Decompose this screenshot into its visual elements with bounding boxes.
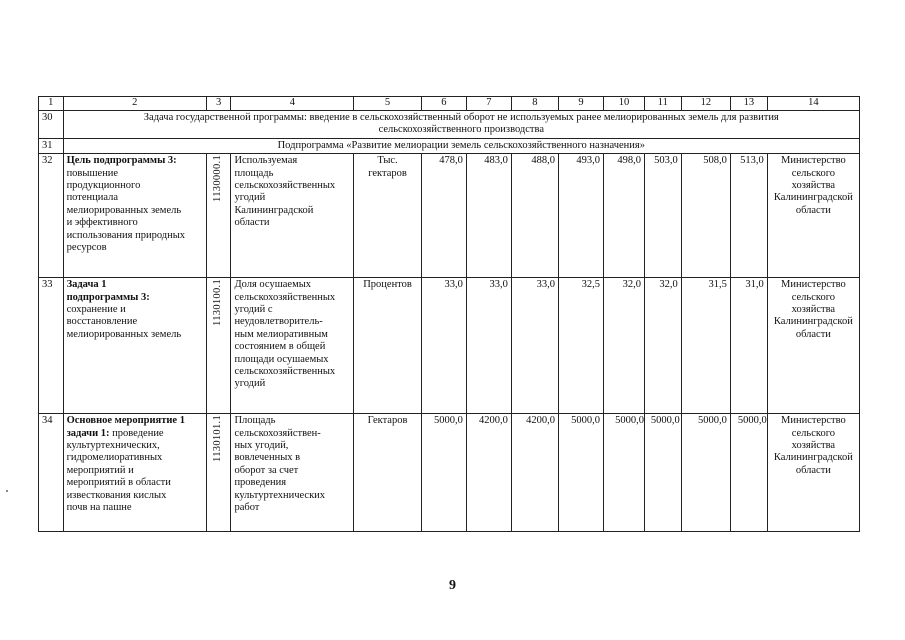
table-row-31 [39, 138, 860, 153]
text-line: Министерство [781, 155, 846, 167]
text-line: Гектаров [367, 415, 408, 427]
value-cell: 508,0 [681, 154, 730, 278]
row-number: 30 [39, 111, 64, 139]
text-line: проведение [109, 427, 164, 439]
indicator-name [231, 278, 354, 414]
row-number: 33 [39, 278, 64, 414]
column-number: 4 [231, 97, 354, 111]
text-line: культуртехнических [234, 489, 326, 501]
text-line: известкования кислых [66, 489, 167, 501]
text-line: площади осушаемых [234, 353, 329, 365]
text-line: проведения [234, 477, 287, 489]
text-line: области [795, 204, 831, 216]
text-line: Площадь [234, 415, 276, 427]
indicator-code-cell [206, 154, 231, 278]
scan-speck [6, 490, 8, 492]
indicator-code: 1130100.1 [212, 279, 224, 327]
text-line: Доля осушаемых [234, 279, 312, 291]
task-text-line: Задача государственной программы: введение в сельскохозяйственный оборот не используемых ранее мелиорированных земель для развития [143, 112, 779, 123]
column-number: 2 [63, 97, 206, 111]
text-line: вовлеченных в [234, 452, 301, 464]
text-line: хозяйства [791, 180, 836, 192]
text-line: области [795, 464, 831, 476]
text-line: сохранение и [66, 304, 126, 316]
value-cell: 5000,0 [558, 414, 603, 532]
text-line: потенциала [66, 192, 119, 204]
indicator-name [231, 414, 354, 532]
value-cell: 32,0 [604, 278, 645, 414]
text-line: восстановление [66, 316, 138, 328]
text-line: Калининградской [773, 452, 853, 464]
column-number: 8 [511, 97, 558, 111]
value-cell: 483,0 [466, 154, 511, 278]
indicator-code-cell [206, 278, 231, 414]
text-line: Тыс. [377, 155, 398, 167]
text-line: Используемая [234, 155, 298, 167]
text-line: сельского [791, 427, 835, 439]
task-text-line: сельскохозяйственного производства [378, 124, 544, 136]
column-number: 3 [206, 97, 231, 111]
unit [354, 278, 422, 414]
value-cell: 4200,0 [511, 414, 558, 532]
indicators-table [38, 96, 860, 532]
column-number: 5 [354, 97, 422, 111]
text-line: Калининградской [234, 204, 314, 216]
row-number: 32 [39, 154, 64, 278]
value-cell: 513,0 [730, 154, 767, 278]
text-line: и эффективного [66, 217, 138, 229]
text-line: работ [234, 502, 260, 514]
text-line: хозяйства [791, 304, 836, 316]
value-cell: 5000,0 [681, 414, 730, 532]
text-line: Процентов [363, 279, 412, 291]
page-number: 9 [449, 578, 456, 593]
column-number: 10 [604, 97, 645, 111]
value-cell: 31,5 [681, 278, 730, 414]
column-number: 9 [558, 97, 603, 111]
value-cell: 493,0 [558, 154, 603, 278]
value-cell: 5000,0 [604, 414, 645, 532]
task-heading: подпрограммы 3: [66, 291, 150, 303]
text-line: площадь [234, 167, 274, 179]
text-line: гектаров [368, 167, 407, 179]
text-line: Калининградской [773, 316, 853, 328]
text-line: почв на пашне [66, 502, 132, 514]
unit [354, 414, 422, 532]
subprogram-title: Подпрограмма «Развитие мелиорации земель сельскохозяйственного назначения» [63, 138, 859, 153]
value-cell: 31,0 [730, 278, 767, 414]
column-number: 14 [767, 97, 859, 111]
text-line: сельскохозяйственных [234, 291, 336, 303]
responsible-executor [767, 154, 859, 278]
column-number: 7 [466, 97, 511, 111]
value-cell: 498,0 [604, 154, 645, 278]
value-cell: 32,0 [644, 278, 681, 414]
text-line: повышение [66, 167, 119, 179]
text-line: продукционного [66, 180, 141, 192]
value-cell: 33,0 [421, 278, 466, 414]
table-row-34 [39, 414, 860, 532]
column-number: 11 [644, 97, 681, 111]
table-row-33 [39, 278, 860, 414]
row-number: 34 [39, 414, 64, 532]
value-cell: 4200,0 [466, 414, 511, 532]
indicator-code: 1130101.1 [212, 415, 224, 463]
value-cell: 5000,0 [421, 414, 466, 532]
text-line: угодий [234, 192, 266, 204]
task-description [63, 278, 206, 414]
task-heading: Задача 1 [66, 279, 107, 291]
column-number: 12 [681, 97, 730, 111]
responsible-executor [767, 278, 859, 414]
unit [354, 154, 422, 278]
text-line: угодий [234, 378, 266, 390]
activity-description [63, 414, 206, 532]
text-line: Министерство [781, 279, 846, 291]
text-line: состоянием в общей [234, 341, 326, 353]
activity-heading: Основное мероприятие 1 [66, 415, 185, 427]
text-line: мелиорированных земель [66, 328, 182, 340]
column-number: 13 [730, 97, 767, 111]
text-line: области [234, 217, 270, 229]
table-row-30 [39, 111, 860, 139]
text-line: мероприятий и [66, 464, 134, 476]
text-line: Калининградской [773, 192, 853, 204]
indicator-name [231, 154, 354, 278]
text-line: ным мелиоративным [234, 328, 328, 340]
value-cell: 32,5 [558, 278, 603, 414]
value-cell: 478,0 [421, 154, 466, 278]
text-line: области [795, 328, 831, 340]
goal-heading: Цель подпрограммы 3: [66, 155, 177, 167]
table-row-32 [39, 154, 860, 278]
text-line: мелиорированных земель [66, 204, 182, 216]
text-line: ресурсов [66, 242, 107, 254]
value-cell: 33,0 [466, 278, 511, 414]
text-line: использования природных [66, 229, 186, 241]
value-cell: 488,0 [511, 154, 558, 278]
text-line: угодий с [234, 304, 273, 316]
column-number-row [39, 97, 860, 111]
responsible-executor [767, 414, 859, 532]
text-line: сельскохозяйственных [234, 180, 336, 192]
text-line: сельскохозяйственных [234, 366, 336, 378]
text-line: Министерство [781, 415, 846, 427]
column-number: 6 [421, 97, 466, 111]
indicator-code: 1130000.1 [212, 155, 224, 203]
text-line: гидромелиоративных [66, 452, 163, 464]
value-cell: 5000,0 [644, 414, 681, 532]
text-line: сельскохозяйствен- [234, 427, 321, 439]
activity-heading: задачи 1: [66, 427, 110, 439]
text-line: сельского [791, 167, 835, 179]
text-line: неудовлетворитель- [234, 316, 323, 328]
value-cell: 33,0 [511, 278, 558, 414]
goal-description [63, 154, 206, 278]
column-number: 1 [39, 97, 64, 111]
text-line: ных угодий, [234, 440, 289, 452]
state-program-task [63, 111, 859, 139]
row-number: 31 [39, 138, 64, 153]
text-line: мероприятий в области [66, 477, 171, 489]
indicator-code-cell [206, 414, 231, 532]
value-cell: 5000,0 [730, 414, 767, 532]
text-line: культуртехнических, [66, 440, 160, 452]
text-line: оборот за счет [234, 464, 299, 476]
value-cell: 503,0 [644, 154, 681, 278]
text-line: сельского [791, 291, 835, 303]
text-line: хозяйства [791, 440, 836, 452]
